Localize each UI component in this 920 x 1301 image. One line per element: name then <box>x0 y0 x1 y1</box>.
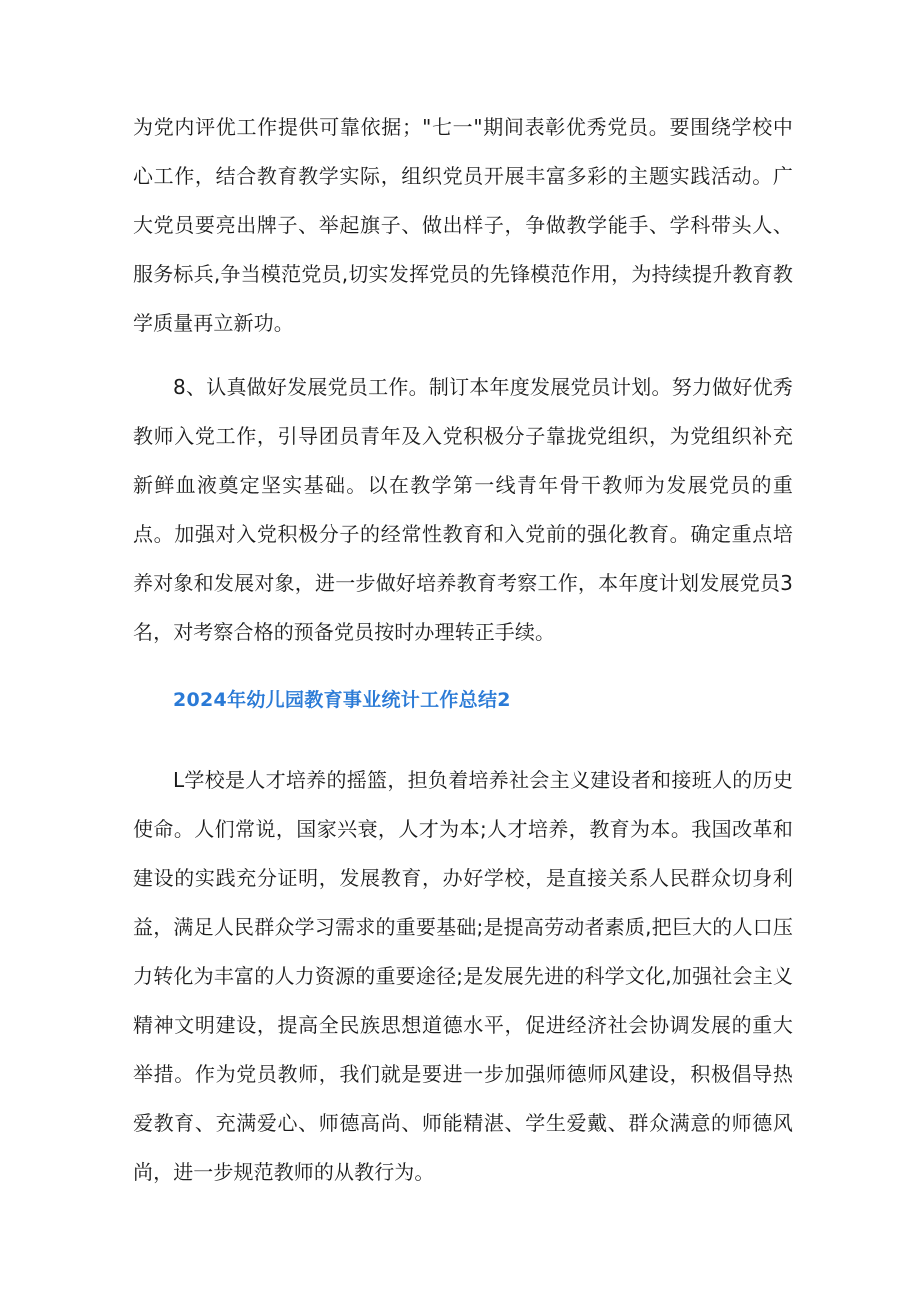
paragraph-party-evaluation: 为党内评优工作提供可靠依据；"七一"期间表彰优秀党员。要围绕学校中心工作，结合教育教学实际，组织党员开展丰富多彩的主题实践活动。广大党员要亮出牌子、举起旗子、做出样子，争做教学能手、学科带头人、服务标兵,争当模范党员,切实发挥党员的先锋模范作用，为持续提升教育教学质量再立新功。 <box>133 115 793 335</box>
paragraph-school-mission: L学校是人才培养的摇篮，担负着培养社会主义建设者和接班人的历史使命。人们常说，国家兴衰，人才为本;人才培养，教育为本。我国改革和建设的实践充分证明，发展教育，办好学校，是直接关系人民群众切身利益，满足人民群众学习需求的重要基础;是提高劳动者素质,把巨大的人口压力转化为丰富的人力资源的重要途径;是发展先进的科学文化,加强社会主义精神文明建设，提高全民族思想道德水平，促进经济社会协调发展的重大举措。作为党员教师，我们就是要进一步加强师德师风建设，积极倡导热爱教育、充满爱心、师德高尚、师能精湛、学生爱戴、群众满意的师德风尚，进一步规范教师的从教行为。 <box>133 768 793 1184</box>
paragraph-member-development: 8、认真做好发展党员工作。制订本年度发展党员计划。努力做好优秀教师入党工作，引导团员青年及入党积极分子靠拢党组织，为党组织补充新鲜血液奠定坚实基础。以在教学第一线青年骨干教师为发展党员的重点。加强对入党积极分子的经常性教育和入党前的强化教育。确定重点培养对象和发展对象，进一步做好培养教育考察工作，本年度计划发展党员3名，对考察合格的预备党员按时办理转正手续。 <box>133 375 793 644</box>
section-heading: 2024年幼儿园教育事业统计工作总结2 <box>173 689 511 711</box>
